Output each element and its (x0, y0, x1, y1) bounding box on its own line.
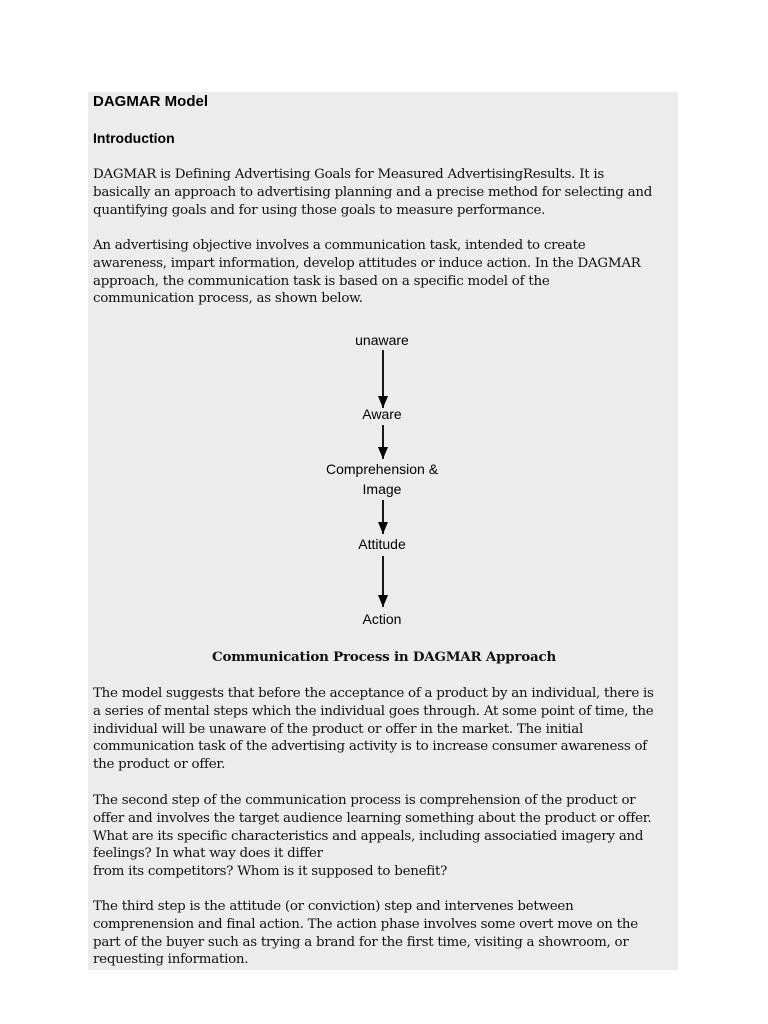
communication-flow-diagram (292, 328, 472, 633)
second-step-line: from its competitors? Whom is it supposed to benefit? (93, 864, 448, 880)
second-step-paragraph (93, 792, 675, 881)
objective-paragraph (93, 237, 675, 308)
objective-line: approach, the communication task is based on a specific model of the (93, 273, 550, 289)
arrow-head-icon (378, 447, 388, 459)
diagram-caption: Communication Process in DAGMAR Approach (212, 649, 556, 665)
objective-line: communication process, as shown below. (93, 291, 363, 307)
section-heading: Introduction (93, 130, 175, 146)
model-line: communication task of the advertising activity is to increase consumer awareness of (93, 739, 647, 755)
page-title: DAGMAR Model (93, 93, 208, 110)
intro-line: quantifying goals and for using those goals to measure performance. (93, 202, 546, 218)
flow-node-attitude: Attitude (358, 536, 406, 552)
third-step-line: The third step is the attitude (or conviction) step and intervenes between (93, 899, 574, 914)
model-paragraph (93, 685, 675, 774)
second-step-line: The second step of the communication process is comprehension of the product or (93, 793, 636, 808)
third-step-line: requesting information. (93, 952, 249, 968)
third-step-line: comprenension and final action. The action phase involves some overt move on the (93, 916, 638, 932)
model-line: the product or offer. (93, 757, 226, 773)
objective-line: awareness, impart information, develop attitudes or induce action. In the DAGMAR (93, 255, 641, 271)
model-line: a series of mental steps which the individual goes through. At some point of time, the (93, 703, 654, 719)
second-step-line: offer and involves the target audience learning something about the product or offer. (93, 810, 652, 826)
model-line: individual will be unaware of the product or offer in the market. The initial (93, 721, 583, 737)
flow-node-aware: Aware (362, 406, 402, 422)
third-step-line: part of the buyer such as trying a brand for the first time, visiting a showroom, or (93, 934, 629, 950)
flow-node-unaware: unaware (355, 332, 409, 348)
arrow-head-icon (378, 522, 388, 534)
objective-line: An advertising objective involves a communication task, intended to create (93, 238, 586, 253)
flow-node-image: Image (362, 481, 402, 497)
second-step-line: feelings? In what way does it differ (93, 846, 323, 862)
third-step-paragraph (93, 898, 675, 969)
second-step-line: What are its specific characteristics and appeals, including associatied imagery and (93, 828, 644, 844)
intro-line: DAGMAR is Defining Advertising Goals for Measured AdvertisingResults. It is (93, 167, 605, 182)
model-line: The model suggests that before the acceptance of a product by an individual, there is (93, 686, 654, 701)
arrow-head-icon (378, 595, 388, 607)
flow-node-comprehension: Comprehension & (325, 461, 439, 477)
flow-node-action: Action (362, 611, 402, 627)
intro-paragraph (93, 166, 675, 219)
intro-line: basically an approach to advertising planning and a precise method for selecting and (93, 184, 653, 200)
